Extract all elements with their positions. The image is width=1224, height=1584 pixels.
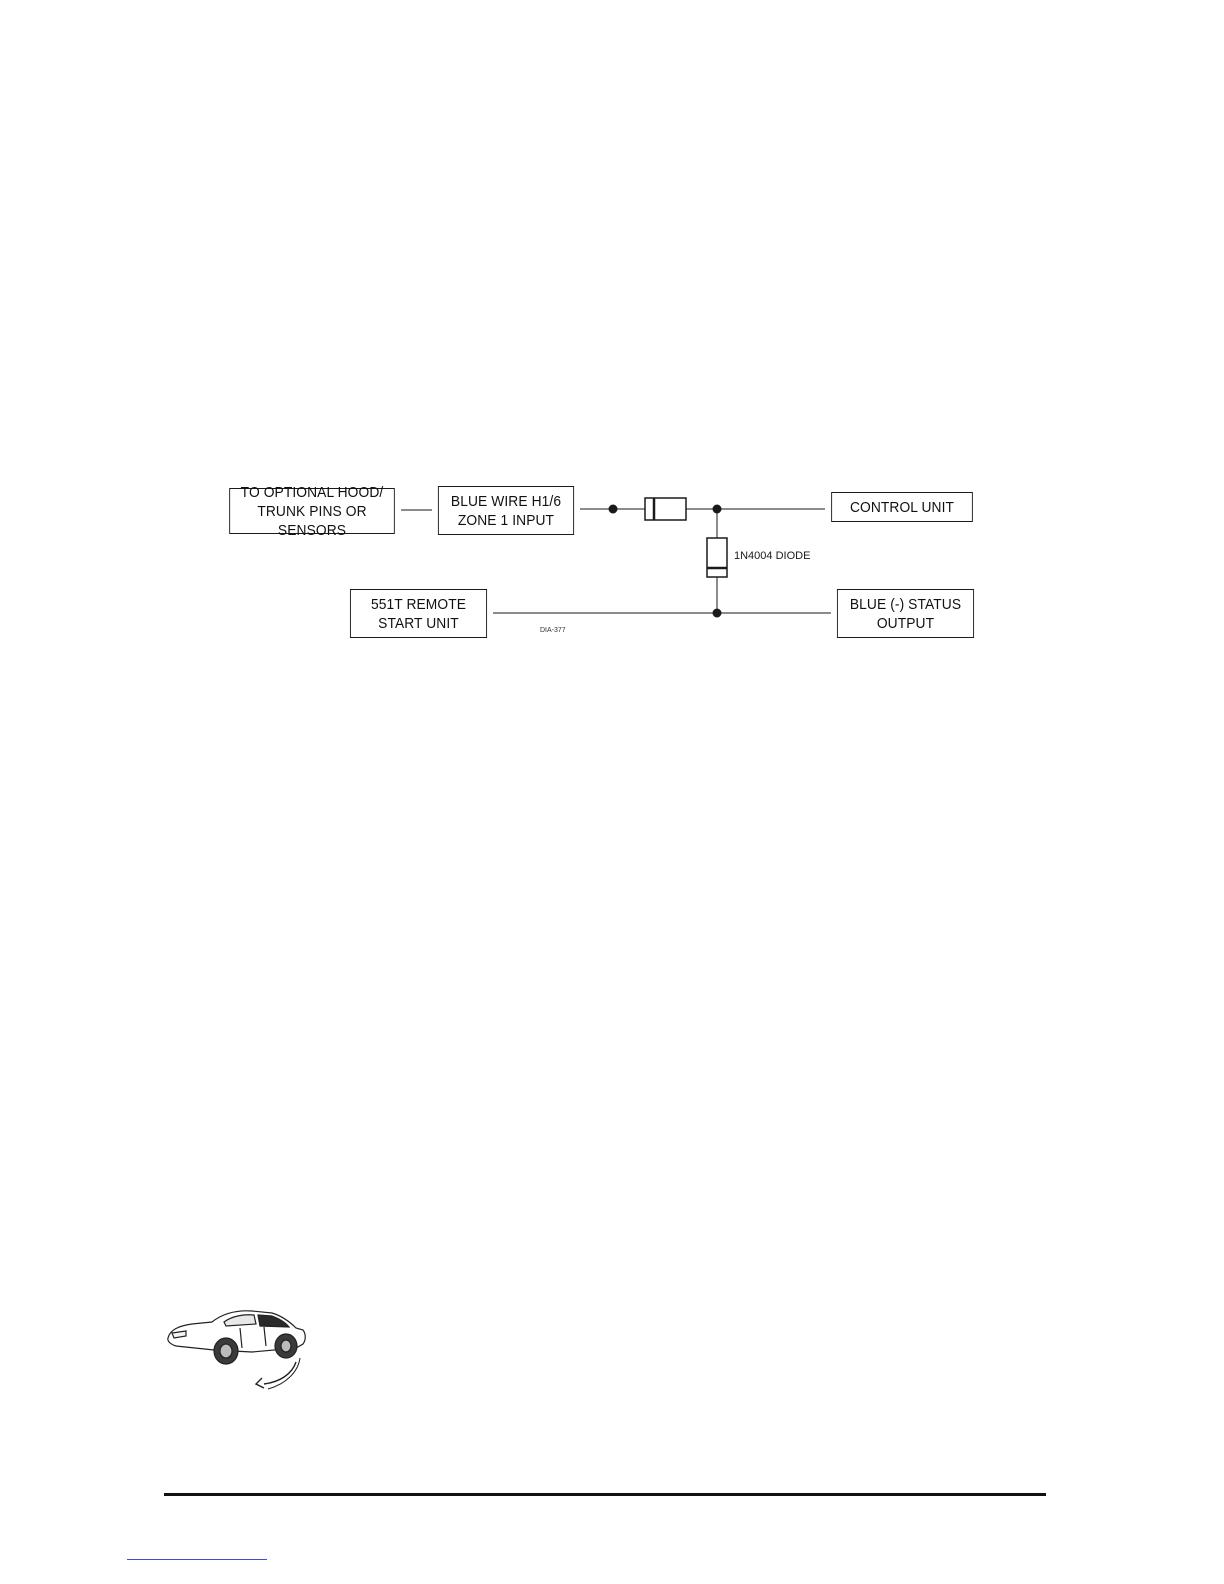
diode-horizontal — [645, 498, 686, 520]
diode-vertical — [707, 538, 727, 577]
status-output-box: BLUE (-) STATUS OUTPUT — [837, 589, 974, 638]
footer-divider — [164, 1493, 1046, 1496]
remote-start-box: 551T REMOTE START UNIT — [350, 589, 487, 638]
diagram-ref-label: DIA-377 — [540, 627, 566, 634]
blue-wire-zone1-box: BLUE WIRE H1/6 ZONE 1 INPUT — [438, 486, 574, 535]
link-underline[interactable] — [127, 1559, 267, 1560]
junction-dot — [609, 505, 618, 514]
diode-label: 1N4004 DIODE — [734, 550, 811, 562]
junction-dot — [713, 505, 722, 514]
control-unit-box: CONTROL UNIT — [831, 492, 973, 522]
hood-trunk-box: TO OPTIONAL HOOD/ TRUNK PINS OR SENSORS — [229, 488, 395, 534]
car-illustration — [168, 1311, 305, 1389]
junction-dot — [713, 609, 722, 618]
